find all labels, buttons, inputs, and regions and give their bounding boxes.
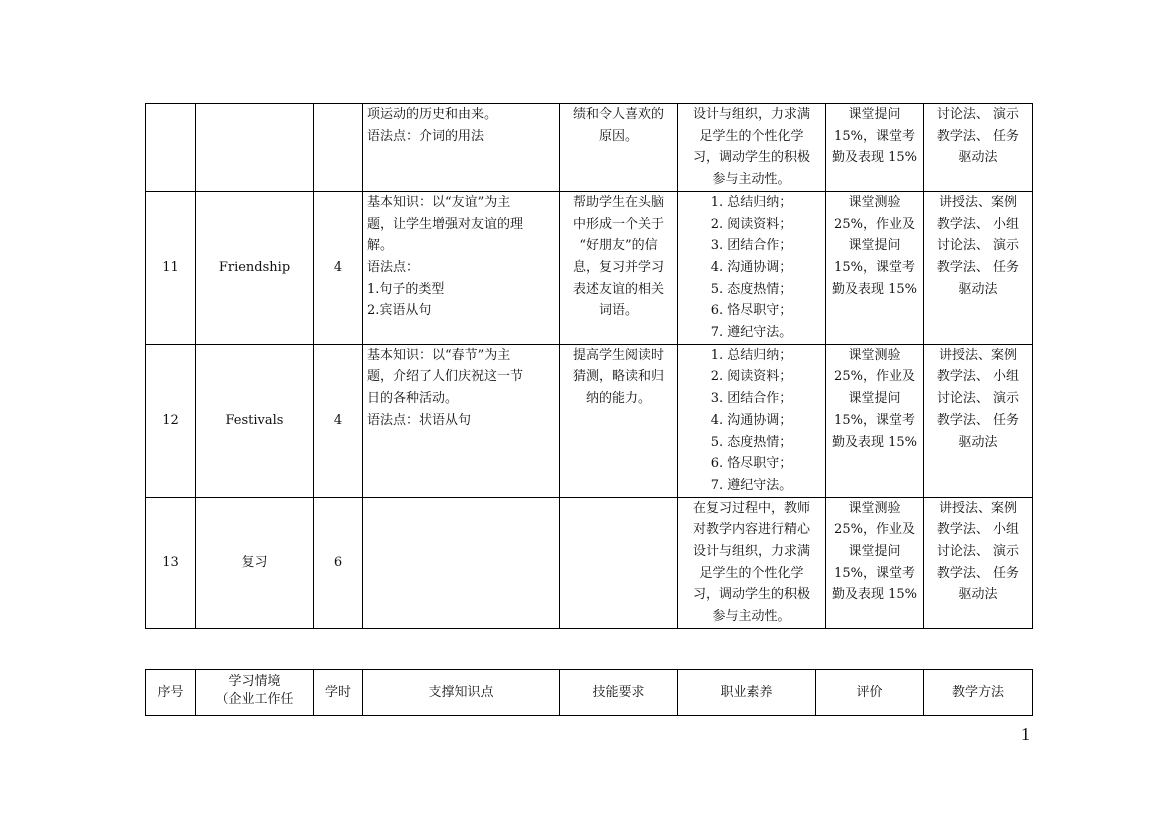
row-hours: 4 xyxy=(314,191,363,344)
row-skill xyxy=(560,344,678,497)
page-number: 1 xyxy=(1021,724,1030,744)
knowledge-line: 解。 xyxy=(367,238,394,254)
knowledge-line: 日的各种活动。 xyxy=(367,391,459,407)
header-knowledge: 支撑知识点 xyxy=(363,670,560,716)
method-line: 教学法、 小组 xyxy=(936,369,1020,385)
row-number xyxy=(146,104,196,192)
row-number: 13 xyxy=(146,497,196,628)
row-situation: 复习 xyxy=(196,497,314,628)
skill-line: 中形成一个关于 xyxy=(572,216,664,232)
literacy-line: 3. 团结合作； xyxy=(710,238,793,254)
row-evaluation xyxy=(826,497,924,628)
method-line: 教学法、 任务 xyxy=(936,128,1020,144)
method-line: 讨论法、 演示 xyxy=(936,391,1020,407)
header-method: 教学方法 xyxy=(924,670,1033,716)
method-line: 讲授法、案例 xyxy=(938,500,1017,516)
row-method xyxy=(924,344,1033,497)
row-method xyxy=(924,104,1033,192)
row-knowledge xyxy=(363,191,560,344)
method-line: 讲授法、案例 xyxy=(938,194,1017,210)
literacy-line: 7. 遵纪守法。 xyxy=(710,477,793,493)
evaluation-line: 课堂提问 xyxy=(848,107,901,122)
method-line: 讨论法、 演示 xyxy=(936,107,1020,122)
evaluation-line: 课堂测验 xyxy=(848,347,901,363)
table-header-repeat xyxy=(145,669,1033,716)
skill-line: 纳的能力。 xyxy=(585,391,651,407)
skill-line: 猜测，略读和归 xyxy=(572,369,664,385)
literacy-line: 习，调动学生的积极 xyxy=(692,150,810,166)
literacy-line: 参与主动性。 xyxy=(712,172,791,188)
literacy-line: 4. 沟通协调； xyxy=(710,412,793,428)
row-literacy xyxy=(678,104,826,192)
skill-line: 息，复习并学习 xyxy=(572,259,664,275)
evaluation-line: 课堂提问 xyxy=(848,391,901,407)
literacy-line: 1. 总结归纳； xyxy=(710,194,793,210)
skill-line: “好朋友”的信 xyxy=(579,238,658,254)
skill-line: 绩和令人喜欢的 xyxy=(572,107,664,122)
literacy-line: 对教学内容进行精心 xyxy=(692,522,810,538)
table-row xyxy=(146,191,1033,344)
method-line: 教学法、 任务 xyxy=(936,412,1020,428)
row-method xyxy=(924,497,1033,628)
evaluation-line: 课堂测验 xyxy=(848,500,901,516)
row-knowledge xyxy=(363,104,560,192)
row-situation: Festivals xyxy=(196,344,314,497)
row-literacy xyxy=(678,497,826,628)
knowledge-line: 1.句子的类型 xyxy=(367,281,445,297)
table-row xyxy=(146,104,1033,192)
evaluation-line: 25%，作业及 xyxy=(834,216,915,232)
literacy-line: 7. 遵纪守法。 xyxy=(710,325,793,341)
row-skill xyxy=(560,104,678,192)
evaluation-line: 15%，课堂考 xyxy=(834,412,915,428)
method-line: 讨论法、 演示 xyxy=(936,238,1020,254)
method-line: 讲授法、案例 xyxy=(938,347,1017,363)
row-hours: 6 xyxy=(314,497,363,628)
header-literacy: 职业素养 xyxy=(678,670,816,716)
evaluation-line: 课堂提问 xyxy=(848,238,901,254)
course-table xyxy=(145,103,1033,629)
method-line: 驱动法 xyxy=(958,587,998,603)
evaluation-line: 课堂提问 xyxy=(848,544,901,560)
method-line: 讨论法、 演示 xyxy=(936,544,1020,560)
method-line: 教学法、 小组 xyxy=(936,216,1020,232)
method-line: 驱动法 xyxy=(958,434,998,450)
knowledge-line: 基本知识：以“春节”为主 xyxy=(367,347,511,363)
skill-line: 表述友谊的相关 xyxy=(572,281,664,297)
evaluation-line: 勤及表现 15% xyxy=(831,434,918,450)
header-row xyxy=(146,670,1033,716)
literacy-line: 习，调动学生的积极 xyxy=(692,587,810,603)
method-line: 驱动法 xyxy=(958,281,998,297)
header-situation-line2: （企业工作任 xyxy=(215,692,294,707)
table-row xyxy=(146,497,1033,628)
literacy-line: 设计与组织，力求满 xyxy=(692,107,810,122)
row-hours: 4 xyxy=(314,344,363,497)
row-knowledge xyxy=(363,497,560,628)
row-evaluation xyxy=(826,104,924,192)
header-hours: 学时 xyxy=(314,670,363,716)
row-skill xyxy=(560,191,678,344)
method-line: 驱动法 xyxy=(958,150,998,166)
literacy-line: 在复习过程中，教师 xyxy=(692,500,810,516)
literacy-line: 参与主动性。 xyxy=(712,609,791,625)
row-evaluation xyxy=(826,191,924,344)
literacy-line: 2. 阅读资料； xyxy=(710,369,793,385)
literacy-line: 6. 恪尽职守； xyxy=(710,456,793,472)
knowledge-line: 项运动的历史和由来。 xyxy=(367,107,498,122)
row-hours xyxy=(314,104,363,192)
row-number: 11 xyxy=(146,191,196,344)
literacy-line: 2. 阅读资料； xyxy=(710,216,793,232)
header-situation-line1: 学习情境 xyxy=(228,674,281,689)
evaluation-line: 15%，课堂考 xyxy=(834,565,915,581)
row-situation xyxy=(196,104,314,192)
row-literacy xyxy=(678,344,826,497)
knowledge-line: 2.宾语从句 xyxy=(367,303,432,319)
skill-line: 提高学生阅读时 xyxy=(572,347,664,363)
knowledge-line: 语法点： xyxy=(367,259,420,275)
row-situation: Friendship xyxy=(196,191,314,344)
skill-line: 原因。 xyxy=(598,128,638,144)
row-skill xyxy=(560,497,678,628)
knowledge-line: 题，让学生增强对友谊的理 xyxy=(367,216,524,232)
skill-line: 词语。 xyxy=(598,303,638,319)
knowledge-line: 语法点：状语从句 xyxy=(367,412,472,428)
literacy-line: 4. 沟通协调； xyxy=(710,259,793,275)
course-table-body xyxy=(146,104,1033,629)
table-row xyxy=(146,344,1033,497)
evaluation-line: 勤及表现 15% xyxy=(831,281,918,297)
evaluation-line: 15%，课堂考 xyxy=(834,259,915,275)
method-line: 教学法、 任务 xyxy=(936,259,1020,275)
header-situation xyxy=(196,670,314,716)
evaluation-line: 勤及表现 15% xyxy=(831,150,918,166)
literacy-line: 6. 恪尽职守； xyxy=(710,303,793,319)
knowledge-line: 题，介绍了人们庆祝这一节 xyxy=(367,369,524,385)
evaluation-line: 15%，课堂考 xyxy=(834,128,915,144)
literacy-line: 3. 团结合作； xyxy=(710,391,793,407)
skill-line: 帮助学生在头脑 xyxy=(572,194,664,210)
header-skill: 技能要求 xyxy=(560,670,678,716)
knowledge-line: 基本知识：以“友谊”为主 xyxy=(367,194,511,210)
header-evaluation: 评价 xyxy=(816,670,924,716)
evaluation-line: 25%，作业及 xyxy=(834,369,915,385)
literacy-line: 1. 总结归纳； xyxy=(710,347,793,363)
method-line: 教学法、 小组 xyxy=(936,522,1020,538)
literacy-line: 足学生的个性化学 xyxy=(699,128,804,144)
literacy-line: 5. 态度热情； xyxy=(710,434,793,450)
literacy-line: 5. 态度热情； xyxy=(710,281,793,297)
evaluation-line: 勤及表现 15% xyxy=(831,587,918,603)
literacy-line: 足学生的个性化学 xyxy=(699,565,804,581)
evaluation-line: 25%，作业及 xyxy=(834,522,915,538)
row-number: 12 xyxy=(146,344,196,497)
row-literacy xyxy=(678,191,826,344)
row-knowledge xyxy=(363,344,560,497)
row-evaluation xyxy=(826,344,924,497)
literacy-line: 设计与组织，力求满 xyxy=(692,544,810,560)
knowledge-line: 语法点：介词的用法 xyxy=(367,128,485,144)
method-line: 教学法、 任务 xyxy=(936,565,1020,581)
evaluation-line: 课堂测验 xyxy=(848,194,901,210)
row-method xyxy=(924,191,1033,344)
header-no: 序号 xyxy=(146,670,196,716)
